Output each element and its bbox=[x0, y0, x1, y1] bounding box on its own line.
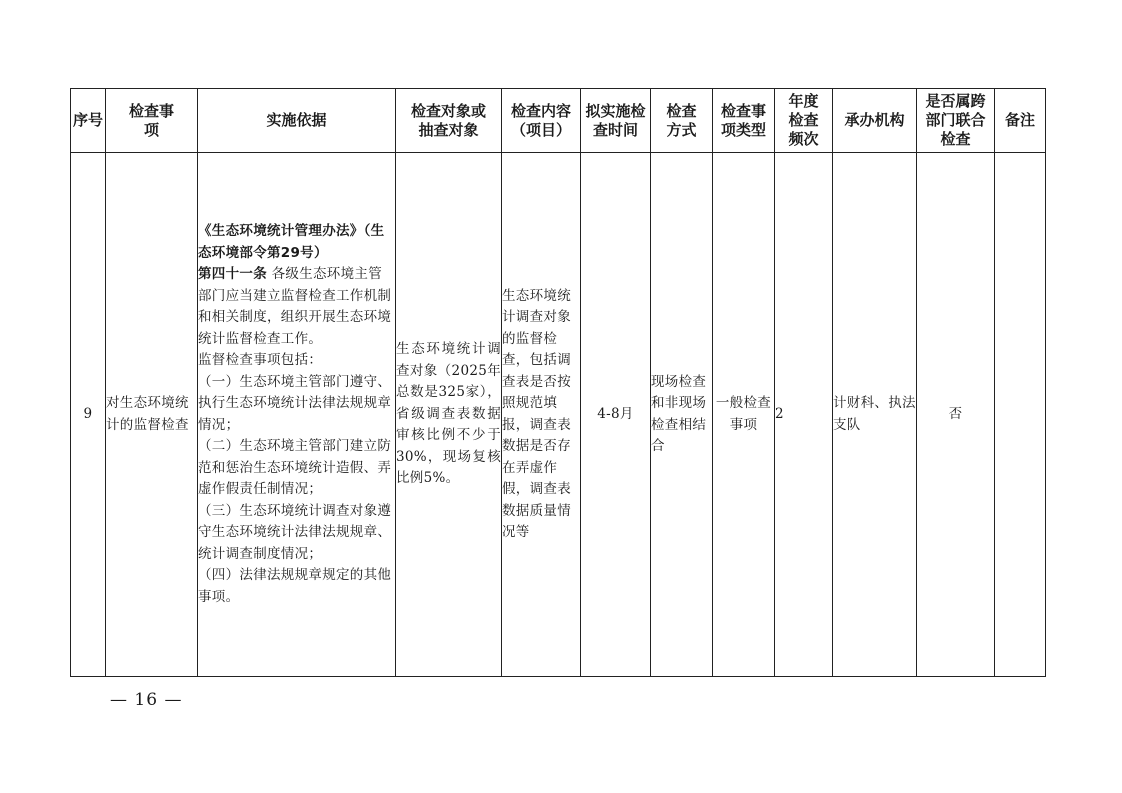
cell-no: 9 bbox=[71, 153, 106, 677]
basis-point-3: （三）生态环境统计调查对象遵守生态环境统计法律法规规章、统计调查制度情况； bbox=[198, 502, 392, 562]
table-header-row bbox=[71, 89, 1046, 153]
page-number: — 16 — bbox=[110, 690, 183, 710]
cell-org: 计财科、执法支队 bbox=[833, 153, 917, 677]
inspection-plan-table bbox=[70, 88, 1046, 677]
law-title: 《生态环境统计管理办法》（生态环境部令第29号） bbox=[198, 223, 385, 261]
header-org: 承办机构 bbox=[833, 89, 917, 153]
header-no: 序号 bbox=[71, 89, 106, 153]
cell-target: 生态环境统计调查对象（2025年总数是325家），省级调查表数据审核比例不少于30%，现场复核比例5%。 bbox=[396, 153, 502, 677]
basis-point-4: （四）法律法规规章规定的其他事项。 bbox=[198, 567, 392, 605]
cell-time: 4-8月 bbox=[581, 153, 651, 677]
header-remark: 备注 bbox=[995, 89, 1046, 153]
header-method: 检查方式 bbox=[651, 89, 713, 153]
cell-remark bbox=[995, 153, 1046, 677]
basis-point-2: （二）生态环境主管部门建立防范和惩治生态环境统计造假、弄虚作假责任制情况； bbox=[198, 438, 392, 497]
article-heading: 第四十一条 bbox=[198, 266, 267, 282]
header-joint: 是否属跨部门联合检查 bbox=[917, 89, 995, 153]
basis-intro: 监督检查事项包括： bbox=[198, 352, 323, 368]
cell-freq: 2 bbox=[775, 153, 833, 677]
article-41 bbox=[198, 264, 395, 350]
header-basis: 实施依据 bbox=[198, 89, 396, 153]
header-freq: 年度检查频次 bbox=[775, 89, 833, 153]
header-time: 拟实施检查时间 bbox=[581, 89, 651, 153]
cell-type: 一般检查事项 bbox=[713, 153, 775, 677]
header-target: 检查对象或抽查对象 bbox=[396, 89, 502, 153]
header-type: 检查事项类型 bbox=[713, 89, 775, 153]
cell-method: 现场检查和非现场检查相结合 bbox=[651, 153, 713, 677]
cell-content: 生态环境统计调查对象的监督检查，包括调查表是否按照规范填报，调查表数据是否存在弄虚作假，调查表数据质量情况等 bbox=[502, 153, 581, 677]
cell-joint: 否 bbox=[917, 153, 995, 677]
cell-item: 对生态环境统计的监督检查 bbox=[106, 153, 198, 677]
basis-point-1: （一）生态环境主管部门遵守、执行生态环境统计法律法规规章情况； bbox=[198, 373, 392, 433]
table-row bbox=[71, 153, 1046, 677]
header-item: 检查事项 bbox=[106, 89, 198, 153]
article-text: 各级生态环境主管部门应当建立监督检查工作机制和相关制度，组织开展生态环境统计监督检查工作。 bbox=[198, 266, 392, 347]
header-content: 检查内容（项目） bbox=[502, 89, 581, 153]
cell-basis bbox=[198, 153, 396, 677]
